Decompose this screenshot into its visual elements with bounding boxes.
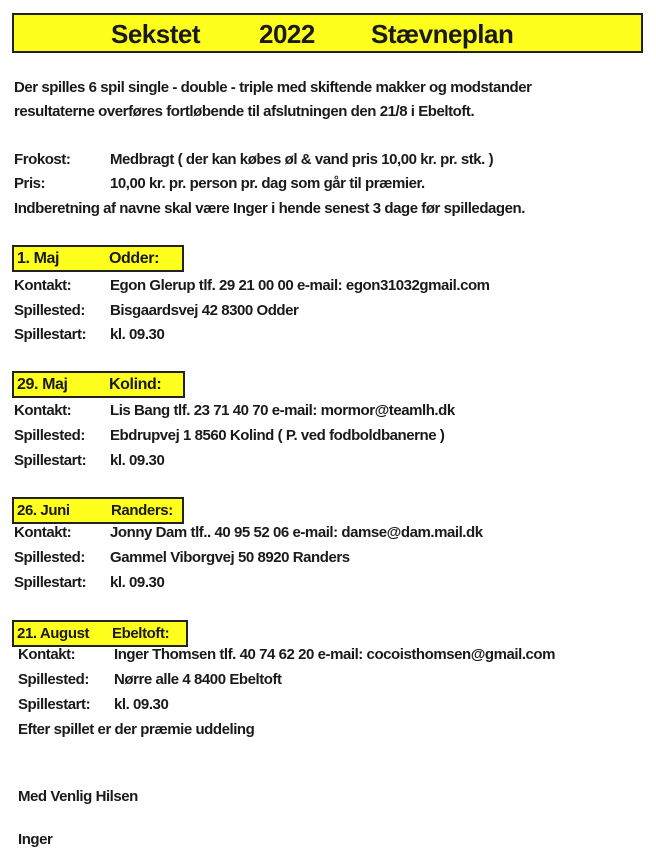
event-spillestart-row: [14, 573, 165, 593]
kontakt-value: Inger Thomsen tlf. 40 74 62 20 e-mail: cocoisthomsen@gmail.com: [114, 646, 556, 663]
event-place: Odder:: [109, 250, 160, 267]
event-header-kolind: [12, 371, 185, 398]
pris-row: [14, 174, 425, 194]
event-place: Ebeltoft:: [112, 625, 170, 642]
event-kontakt-row: [14, 523, 483, 543]
kontakt-label: Kontakt:: [14, 277, 72, 294]
spillestart-value: kl. 09.30: [110, 452, 165, 469]
event-spillested-row: [18, 670, 282, 690]
event-kontakt-row: [14, 401, 455, 421]
event-spillestart-row: [14, 451, 165, 471]
frokost-value: Medbragt ( der kan købes øl & vand pris 10,00 kr. pr. stk. ): [110, 151, 494, 168]
event-date: 26. Juni: [17, 502, 70, 519]
event-kontakt-row: [18, 645, 556, 665]
pris-label: Pris:: [14, 175, 46, 192]
spillestart-label: Spillestart:: [14, 326, 87, 343]
event-date: 29. Maj: [17, 376, 68, 393]
spillested-label: Spillested:: [14, 427, 85, 444]
intro-line-2: resultaterne overføres fortløbende til afslutningen den 21/8 i Ebeltoft.: [14, 103, 475, 120]
kontakt-label: Kontakt:: [14, 524, 72, 541]
pris-value: 10,00 kr. pr. person pr. dag som går til præmier.: [110, 175, 425, 192]
event-place: Randers:: [111, 502, 173, 519]
frokost-row: [14, 150, 494, 170]
event-header-ebeltoft: [12, 620, 188, 647]
title-banner: [12, 13, 643, 53]
event-spillested-row: [14, 548, 350, 568]
spillested-value: Ebdrupvej 1 8560 Kolind ( P. ved fodboldbanerne ): [110, 427, 445, 444]
event-kontakt-row: [14, 276, 490, 296]
spillestart-label: Spillestart:: [14, 452, 87, 469]
spillestart-value: kl. 09.30: [110, 326, 165, 343]
kontakt-value: Egon Glerup tlf. 29 21 00 00 e-mail: egon31032gmail.com: [110, 277, 490, 294]
event-date: 21. August: [17, 625, 90, 642]
event-date: 1. Maj: [17, 250, 60, 267]
spillested-label: Spillested:: [18, 671, 89, 688]
title-year: 2022: [259, 19, 315, 49]
event-extra-note: Efter spillet er der præmie uddeling: [18, 721, 255, 738]
spillested-value: Nørre alle 4 8400 Ebeltoft: [114, 671, 282, 688]
indberetning-note: Indberetning af navne skal være Inger i hende senest 3 dage før spilledagen.: [14, 200, 525, 217]
spillested-value: Bisgaardsvej 42 8300 Odder: [110, 302, 299, 319]
closing-greeting: Med Venlig Hilsen: [18, 788, 138, 805]
event-spillestart-row: [18, 695, 169, 715]
spillestart-value: kl. 09.30: [114, 696, 169, 713]
kontakt-label: Kontakt:: [18, 646, 76, 663]
event-spillestart-row: [14, 325, 165, 345]
kontakt-value: Lis Bang tlf. 23 71 40 70 e-mail: mormor@teamlh.dk: [110, 402, 455, 419]
kontakt-value: Jonny Dam tlf.. 40 95 52 06 e-mail: damse@dam.mail.dk: [110, 524, 483, 541]
spillestart-value: kl. 09.30: [110, 574, 165, 591]
spillested-label: Spillested:: [14, 549, 85, 566]
spillested-value: Gammel Viborgvej 50 8920 Randers: [110, 549, 350, 566]
closing-signature: Inger: [18, 831, 53, 848]
event-header-randers: [12, 497, 184, 524]
event-spillested-row: [14, 301, 299, 321]
event-spillested-row: [14, 426, 445, 446]
intro-line-1: Der spilles 6 spil single - double - triple med skiftende makker og modstander: [14, 79, 532, 96]
kontakt-label: Kontakt:: [14, 402, 72, 419]
title-word-staevneplan: Stævneplan: [371, 19, 514, 49]
spillestart-label: Spillestart:: [14, 574, 87, 591]
spillested-label: Spillested:: [14, 302, 85, 319]
frokost-label: Frokost:: [14, 151, 71, 168]
spillestart-label: Spillestart:: [18, 696, 91, 713]
title-word-sekstet: Sekstet: [111, 19, 200, 49]
event-header-odder: [12, 245, 184, 272]
event-place: Kolind:: [109, 376, 162, 393]
